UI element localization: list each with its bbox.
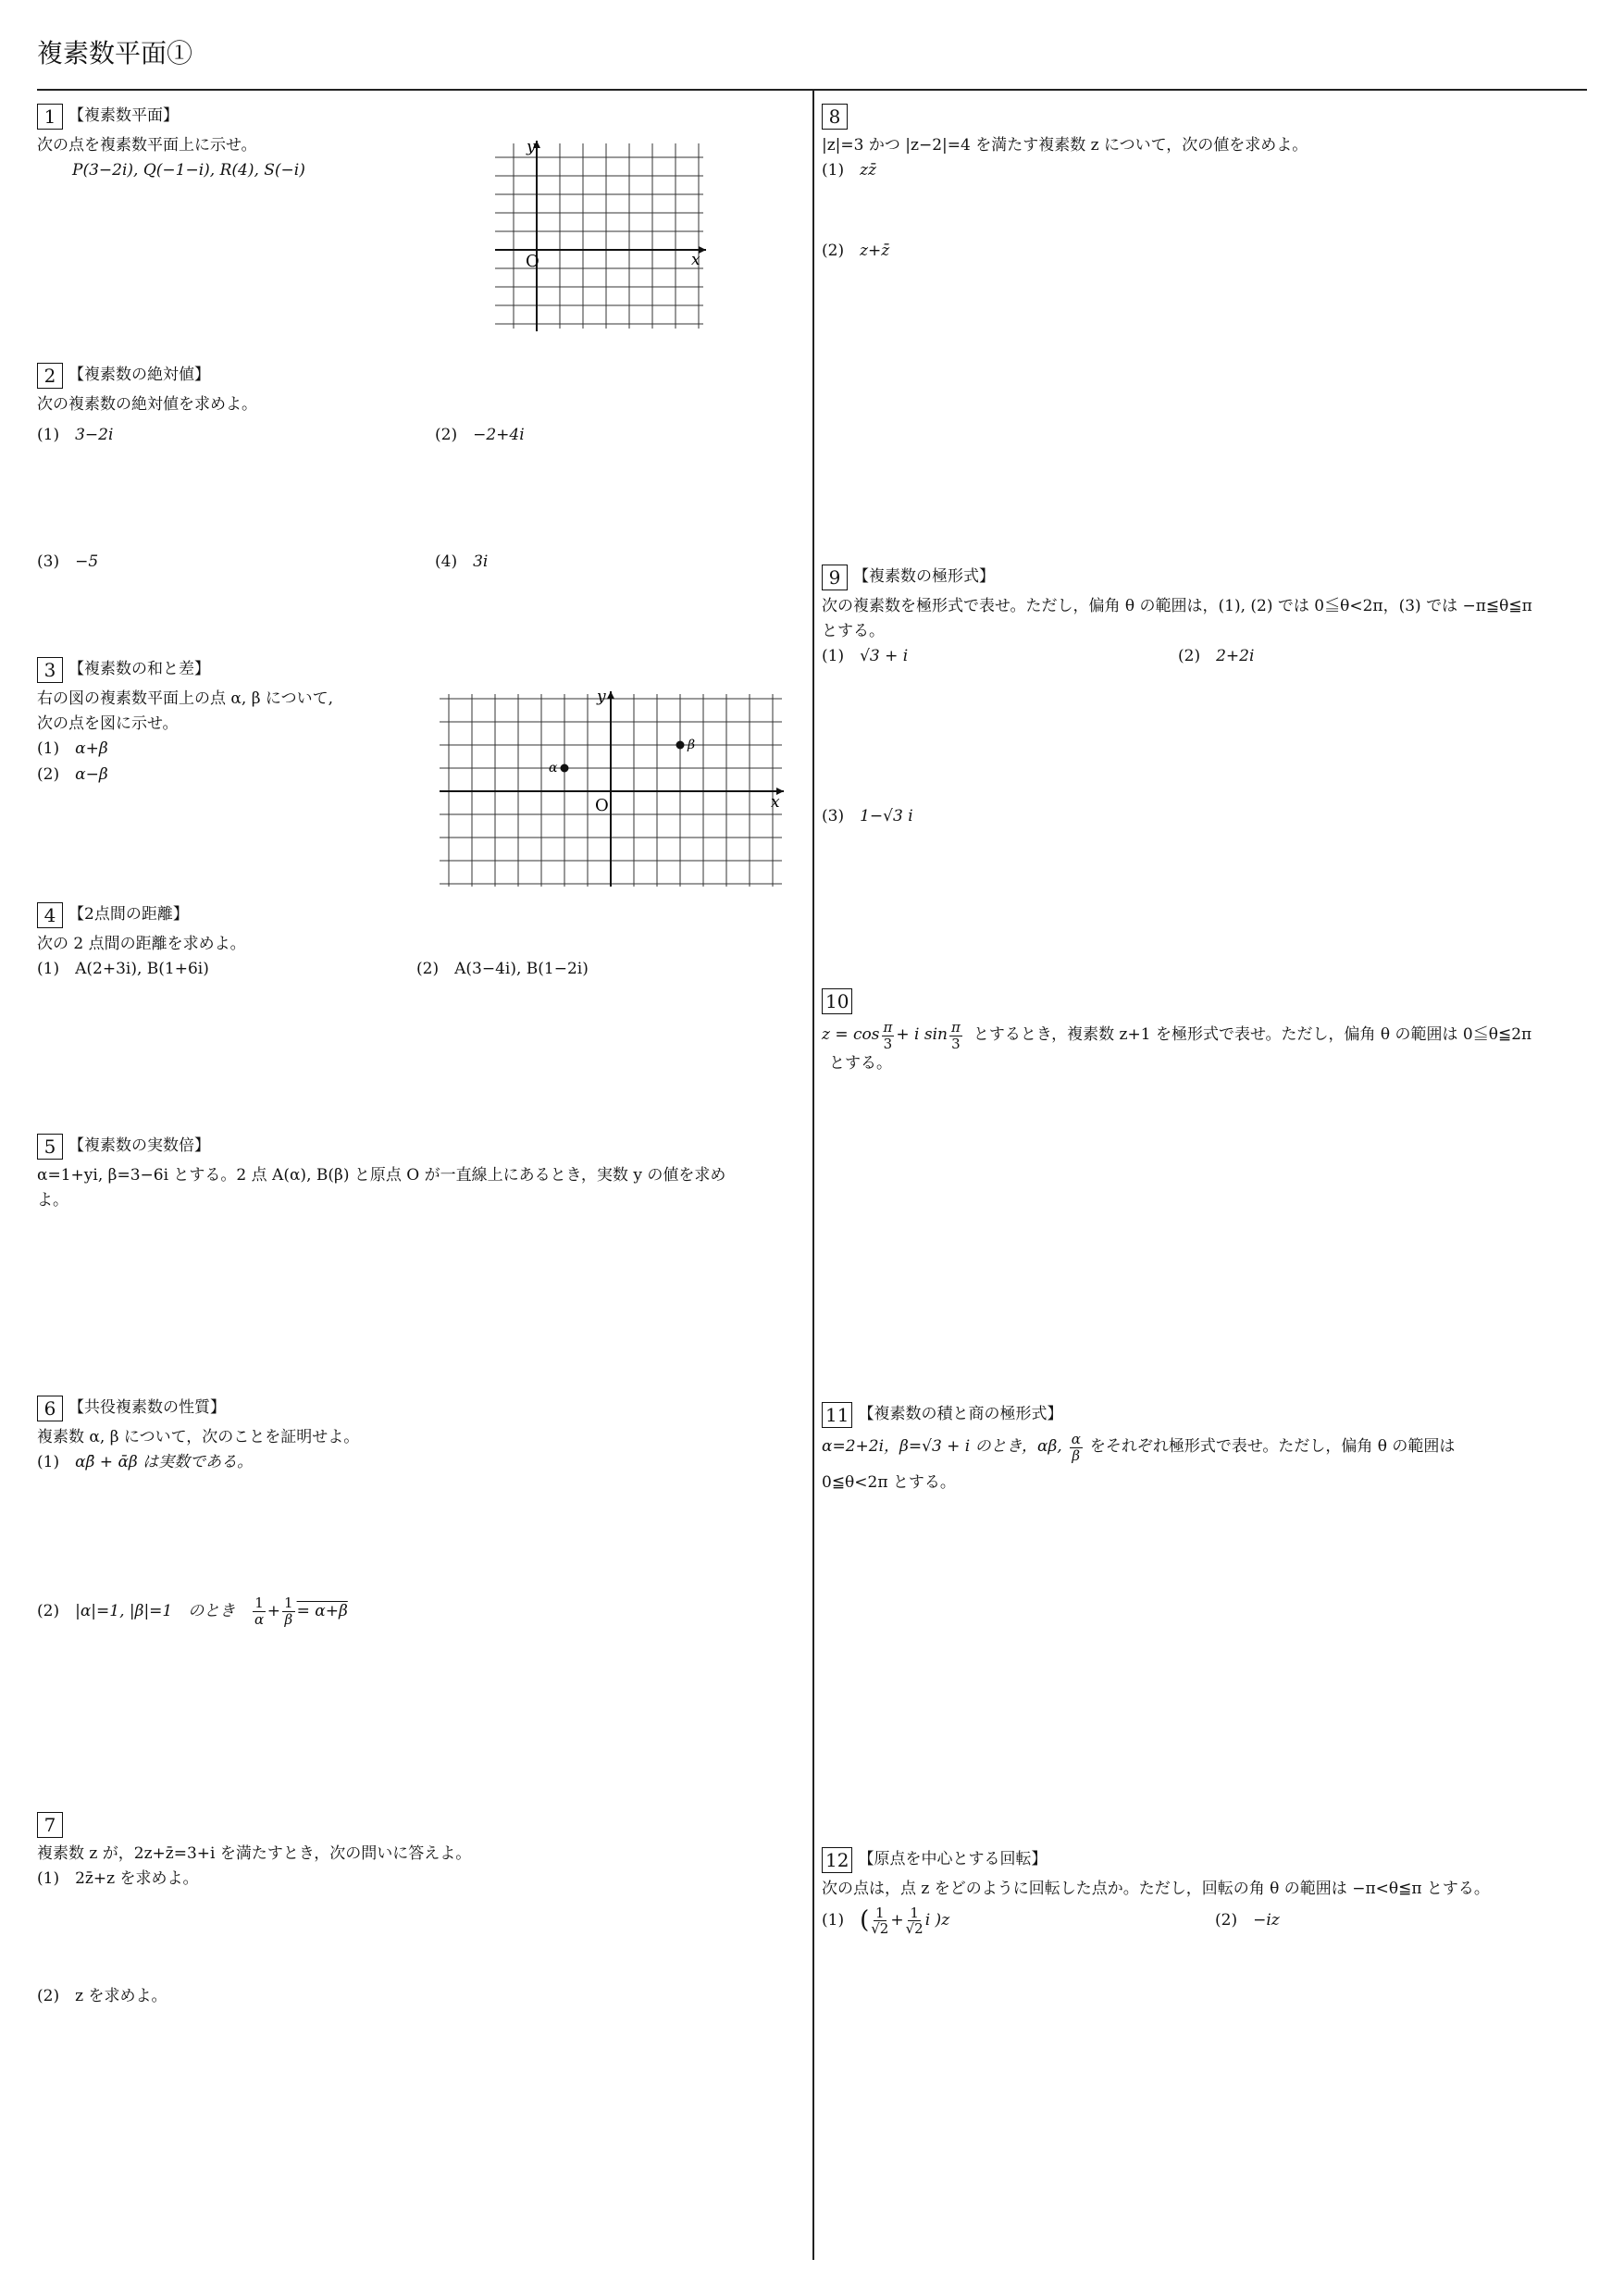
- problem-number: 5: [37, 1134, 63, 1160]
- problem-text: とする。: [822, 622, 885, 641]
- problem-category: 【複素数の極形式】: [853, 567, 995, 587]
- problem-9: [822, 565, 1590, 829]
- problem-number: 6: [37, 1396, 63, 1421]
- fraction-alpha-beta: $\frac{\alpha}{\beta}$: [1071, 1431, 1081, 1464]
- beta-label: β: [688, 738, 696, 752]
- beta-point: [676, 741, 685, 750]
- fraction-1-alpha: $\frac{1}{\alpha}$: [254, 1595, 265, 1628]
- item-expr: α+β: [75, 739, 108, 759]
- problem-2: [37, 363, 777, 576]
- problem-category: 【複素数平面】: [68, 106, 179, 126]
- alpha-point: [561, 764, 569, 773]
- item-expr: 1−√3 i: [860, 806, 913, 825]
- item-expr: −5: [75, 552, 99, 572]
- complex-plane-graph-3: [440, 689, 787, 888]
- y-axis-label: y: [527, 139, 536, 156]
- item-expr: 3−2i: [75, 426, 114, 445]
- alpha-label: α: [549, 761, 558, 776]
- problem-12: 12 【原点を中心とする回転】 次の点は，点 z をどのように回転した点か。ただし，回転の角 θ の範囲は −π<θ≦π とする。 (1) ( $\frac{1}{√2}$ + $\frac{1}{√2}$ i )z (2) −iz: [822, 1847, 1590, 1941]
- expr-sin: + i sin: [896, 1025, 948, 1045]
- problem-text: α=1+yi, β=3−6i とする。2 点 A(α), B(β) と原点 O が一直線上にあるとき，実数 y の値を求め: [37, 1166, 726, 1185]
- item-label: (1): [822, 647, 845, 666]
- fraction-1-beta: $\frac{1}{\beta}$: [284, 1595, 293, 1628]
- problem-number: 10: [822, 988, 852, 1014]
- problem-10: [822, 988, 1590, 1076]
- problem-7: [37, 1812, 796, 2010]
- problem-number: 9: [822, 565, 848, 590]
- problem-text: 複素数 α, β について，次のことを証明せよ。: [37, 1428, 360, 1446]
- problem-text: をそれぞれ極形式で表せ。ただし，偏角 θ の範囲は: [1089, 1437, 1456, 1457]
- item-label: (1): [37, 1869, 60, 1889]
- problem-number: 8: [822, 104, 848, 130]
- item-expr: −2+4i: [473, 426, 525, 445]
- item-label: (2): [37, 1987, 60, 2006]
- problem-category: 【原点を中心とする回転】: [858, 1850, 1048, 1869]
- problem-category: 【2点間の距離】: [68, 905, 189, 925]
- fraction-pi-3: $\frac{\pi}{3}$: [883, 1019, 893, 1052]
- problem-text: よ。: [37, 1191, 68, 1210]
- problem-number: 1: [37, 104, 63, 130]
- item-expr: αβ̄ + ᾱβ は実数である。: [75, 1453, 254, 1472]
- problem-5: [37, 1134, 805, 1213]
- problem-text: 次の 2 点間の距離を求めよ。: [37, 935, 246, 953]
- item-expr: 2+2i: [1216, 647, 1255, 666]
- item-label: (2): [37, 764, 60, 784]
- conjugate-sum: = α+β: [296, 1601, 348, 1620]
- item-label: (2): [435, 426, 458, 445]
- problem-text: 複素数 z が，2z+z̄=3+i を満たすとき，次の問いに答えよ。: [37, 1844, 472, 1863]
- point-list: P(3−2i), Q(−1−i), R(4), S(−i): [72, 161, 305, 180]
- problem-text: とするとき，複素数 z+1 を極形式で表せ。ただし，偏角 θ の範囲は 0≦θ≦2π: [973, 1025, 1532, 1045]
- problem-category: 【複素数の積と商の極形式】: [858, 1405, 1063, 1424]
- problem-text: 0≦θ<2π とする。: [822, 1473, 956, 1492]
- problem-category: 【複素数の絶対値】: [68, 366, 210, 385]
- problem-text: 次の点を複素数平面上に示せ。: [37, 136, 257, 155]
- item-expr: α−β: [75, 764, 108, 784]
- problem-category: 【複素数の和と差】: [68, 660, 210, 679]
- item-expr: i )z: [924, 1911, 950, 1930]
- column-divider: [812, 90, 814, 2260]
- problem-number: 4: [37, 902, 63, 928]
- problem-number: 3: [37, 657, 63, 683]
- item-label: (1): [822, 161, 845, 180]
- item-expr: A(3−4i), B(1−2i): [454, 960, 589, 979]
- item-label: (1): [822, 1911, 845, 1930]
- problem-text: 右の図の複素数平面上の点 α, β について,: [37, 689, 333, 708]
- item-label: (4): [435, 552, 458, 572]
- item-label: (2): [1215, 1911, 1238, 1930]
- x-axis-label: x: [771, 793, 780, 812]
- item-expr: −iz: [1253, 1911, 1280, 1930]
- item-label: (1): [37, 739, 60, 759]
- item-label: (3): [822, 806, 845, 825]
- problem-number: 11: [822, 1402, 852, 1428]
- problem-text: |z|=3 かつ |z−2|=4 を満たす複素数 z について，次の値を求めよ。: [822, 136, 1308, 155]
- item-expr: z+z̄: [860, 242, 890, 261]
- item-label: (1): [37, 960, 60, 979]
- problem-text: 次の複素数の絶対値を求めよ。: [37, 395, 257, 414]
- problem-3: [37, 657, 444, 788]
- item-expr: 3i: [473, 552, 489, 572]
- problem-8: [822, 104, 1590, 265]
- item-label: (2): [37, 1601, 60, 1620]
- item-expr: z を求めよ。: [75, 1987, 167, 2006]
- item-label: (2): [416, 960, 440, 979]
- y-axis-label: y: [597, 689, 606, 706]
- item-label: (2): [1178, 647, 1201, 666]
- problem-text: とする。: [829, 1054, 892, 1073]
- item-label: (3): [37, 552, 60, 572]
- problem-category: 【共役複素数の性質】: [68, 1398, 226, 1418]
- item-label: (2): [822, 242, 845, 261]
- problem-11: [822, 1402, 1590, 1496]
- problem-number: 2: [37, 363, 63, 389]
- fraction-1-root2: $\frac{1}{√2}$: [905, 1904, 924, 1938]
- item-condition: |α|=1, |β|=1 のとき: [75, 1601, 236, 1620]
- item-label: (1): [37, 1453, 60, 1472]
- expr-cos: z = cos: [822, 1025, 880, 1045]
- problem-4: [37, 902, 777, 982]
- problem-text: 次の点を図に示せ。: [37, 714, 179, 734]
- fraction-pi-3: $\frac{\pi}{3}$: [950, 1019, 961, 1052]
- problem-number: 12: [822, 1847, 852, 1873]
- item-expr: zz̄: [860, 161, 877, 180]
- item-label: (1): [37, 426, 60, 445]
- problem-text: α=2+2i，β=√3 + i のとき，αβ,: [822, 1437, 1062, 1457]
- page-title: 複素数平面①: [37, 38, 193, 68]
- complex-plane-graph-1: [495, 139, 708, 333]
- item-expr: 2z̄+z を求めよ。: [75, 1869, 199, 1889]
- problem-6: 6 【共役複素数の性質】 複素数 α, β について，次のことを証明せよ。 (1) αβ̄ + ᾱβ は実数である。 (2) |α|=1, |β|=1 のとき $\frac{1}{\alpha}$ + $\frac{1}{\beta}$ = α+β: [37, 1396, 796, 1627]
- fraction-1-root2: $\frac{1}{√2}$: [871, 1904, 889, 1938]
- origin-label: O: [595, 796, 609, 815]
- problem-text: 次の点は，点 z をどのように回転した点か。ただし，回転の角 θ の範囲は −π<θ≦π とする。: [822, 1880, 1490, 1898]
- item-expr: √3 + i: [860, 647, 909, 666]
- x-axis-label: x: [691, 251, 700, 269]
- origin-label: O: [526, 252, 539, 271]
- problem-number: 7: [37, 1812, 63, 1838]
- item-expr: A(2+3i), B(1+6i): [75, 960, 209, 979]
- problem-text: 次の複素数を極形式で表せ。ただし，偏角 θ の範囲は，(1), (2) では 0≦θ<2π，(3) では −π≦θ≦π: [822, 597, 1532, 615]
- problem-category: 【複素数の実数倍】: [68, 1136, 210, 1156]
